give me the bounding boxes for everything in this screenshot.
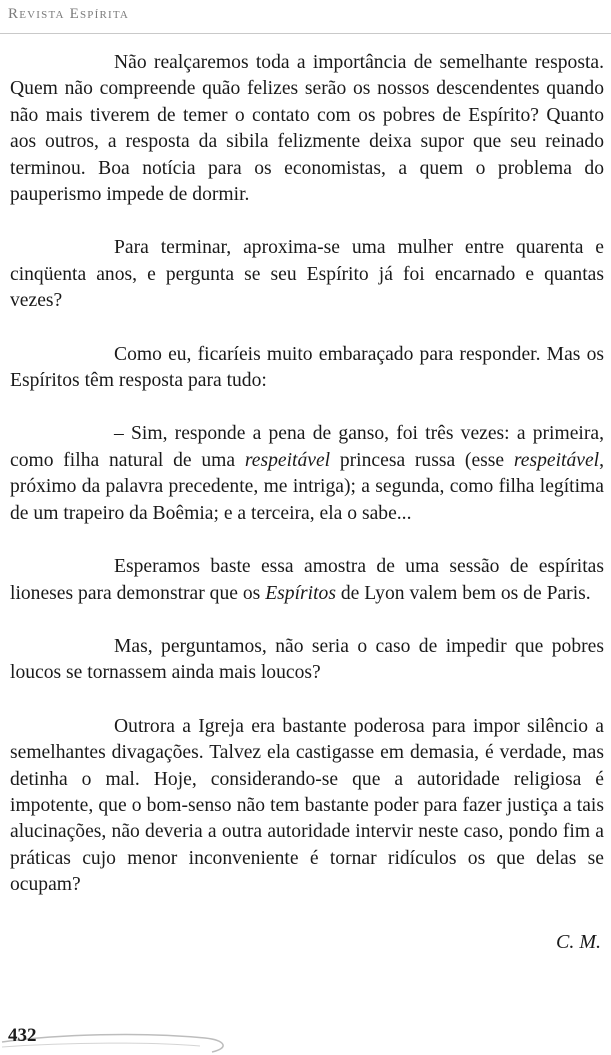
paragraph-4-italic-a: respeitável bbox=[244, 449, 331, 471]
header-divider bbox=[0, 33, 611, 34]
paragraph-4-text-c: , próximo da palavra precedente, me intriga); a segunda, como filha legítima de um trapeiro da Boêmia; e a terceira, ela o sabe... bbox=[10, 449, 605, 524]
paragraph-7: Outrora a Igreja era bastante poderosa para impor silêncio a semelhantes divagações. Talvez ela castigasse em demasia, é verdade, mas detinha o mal. Hoje, considerando-se que a autoridade religiosa é impotente, que o bom-senso não tem bastante poder para fazer justiça a tais alucinações, não deveria a outra autoridade intervir neste caso, pondo fim a práticas cujo menor inconveniente é tornar ridículos os que delas se ocupam? bbox=[10, 715, 604, 896]
paragraph-5-text-b: de Lyon valem bem os de Paris. bbox=[335, 582, 591, 604]
paragraph-1: Não realçaremos toda a importância de semelhante resposta. Quem não compreende quão felizes serão os nossos descendentes quando não mais tiverem de temer o contato com os pobres de Espírito? Quanto aos outros, a resposta da sibila felizmente deixa supor que seu reinado terminou. Boa notícia para os economistas, a quem o problema do pauperismo impede de dormir. bbox=[10, 52, 604, 206]
author-signature: C. M. bbox=[556, 931, 601, 953]
paragraph-5-text-a: Esperamos baste essa amostra de uma sessão de espíritas lioneses para demonstrar que os bbox=[10, 556, 604, 604]
paragraph-4 bbox=[10, 421, 604, 527]
page-number: 432 bbox=[8, 1025, 37, 1046]
paragraph-4-text-a: – Sim, responde a pena de ganso, foi três vezes: a primeira, como filha natural de uma bbox=[10, 423, 604, 471]
paragraph-4-italic-b: respeitável bbox=[513, 449, 600, 471]
article-body bbox=[10, 50, 604, 899]
paragraph-5-italic: Espíritos bbox=[265, 582, 336, 604]
paragraph-2: Para terminar, aproxima-se uma mulher entre quarenta e cinqüenta anos, e pergunta se seu Espírito já foi encarnado e quantas vezes? bbox=[10, 237, 604, 312]
paragraph-3: Como eu, ficaríeis muito embaraçado para responder. Mas os Espíritos têm resposta para tudo: bbox=[10, 343, 604, 392]
paragraph-6: Mas, perguntamos, não seria o caso de impedir que pobres loucos se tornassem ainda mais loucos? bbox=[10, 635, 604, 684]
footer-swoosh-ornament bbox=[0, 1012, 260, 1055]
running-header: Revista Espírita bbox=[8, 6, 130, 22]
paragraph-4-text-b: princesa russa (esse bbox=[330, 449, 514, 471]
paragraph-5 bbox=[10, 554, 604, 607]
